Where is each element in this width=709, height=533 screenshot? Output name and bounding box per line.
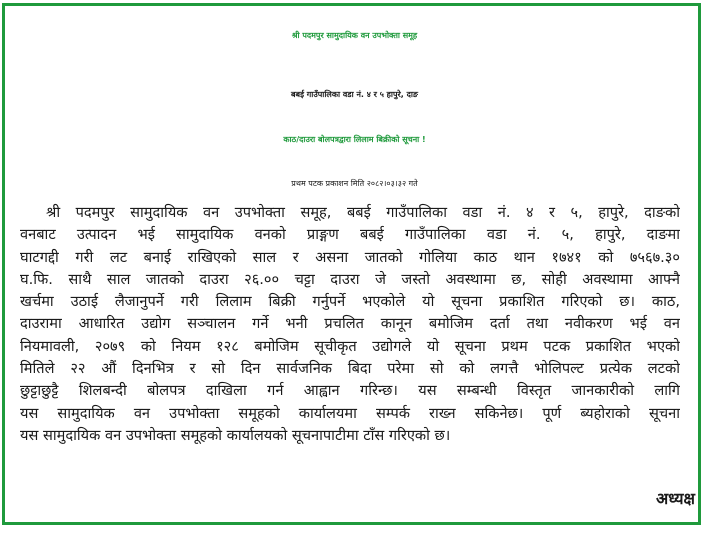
body-line: मितिले २२ औं दिनभित्र र सो दिन सार्वजनिक बिदा परेमा सो को लगत्तै भोलिपल्ट प्रत्येक लटको (20, 360, 680, 378)
notice-body (20, 202, 680, 447)
body-line: घाटगद्दी गरी लट बनाई राखिएको साल र असना जातको गोलिया काठ थान १७४१ को ७५६७.३० (20, 248, 680, 266)
body-line: छुट्टाछुट्टै शिलबन्दी बोलपत्र दाखिला गर्न आह्वान गरिन्छ। यस सम्बन्धी विस्तृत जानकारीको लागि (20, 382, 680, 400)
notice-headline: काठ/दाउरा बोलपत्रद्वारा लिलाम बिक्रीको सूचना ! (283, 135, 426, 144)
organization-address: बबई गाउँपालिका वडा नं. ४ र ५ हापुरे, दाङ (290, 90, 419, 99)
body-line: नियमावली, २०७९ को नियम १२८ बमोजिम सूचीकृत उद्योगले यो सूचना प्रथम पटक प्रकाशित भएको (20, 337, 680, 355)
organization-title: श्री पदमपुर सामुदायिक वन उपभोक्ता समूह (291, 31, 418, 40)
signature-chairperson: अध्यक्ष (656, 489, 695, 508)
publication-date: प्रथम पटक प्रकाशन मिति २०८२।०३।३२ गते (291, 179, 418, 188)
body-line: यस सामुदायिक वन उपभोक्ता समूहको कार्यालयको सूचनापाटीमा टाँस गरिएको छ। (20, 426, 451, 444)
body-line: यस सामुदायिक वन उपभोक्ता समूहको कार्यालयमा सम्पर्क राख्न सकिनेछ। पूर्ण ब्यहोराको सूचना (20, 404, 680, 422)
body-line: दाउरामा आधारित उद्योग सञ्चालन गर्ने भनी प्रचलित कानून बमोजिम दर्ता तथा नवीकरण भई वन (20, 315, 680, 333)
body-line: घ.फि. साथै साल जातको दाउरा २६.०० चट्टा दाउरा जे जस्तो अवस्थामा छ, सोही अवस्थामा आफ्नै (20, 270, 680, 288)
body-line: खर्चमा उठाई लैजानुपर्ने गरी लिलाम बिक्री गर्नुपर्ने भएकोले यो सूचना प्रकाशित गरिएको छ। काठ, (20, 293, 680, 311)
body-line: वनबाट उत्पादन भई सामुदायिक वनको प्राङ्गण बबई गाउँपालिका वडा नं. ५, हापुरे, दाङमा (20, 226, 680, 244)
body-line: श्री पदमपुर सामुदायिक वन उपभोक्ता समूह, बबई गाउँपालिका वडा नं. ४ र ५, हापुरे, दाङको (46, 204, 680, 221)
